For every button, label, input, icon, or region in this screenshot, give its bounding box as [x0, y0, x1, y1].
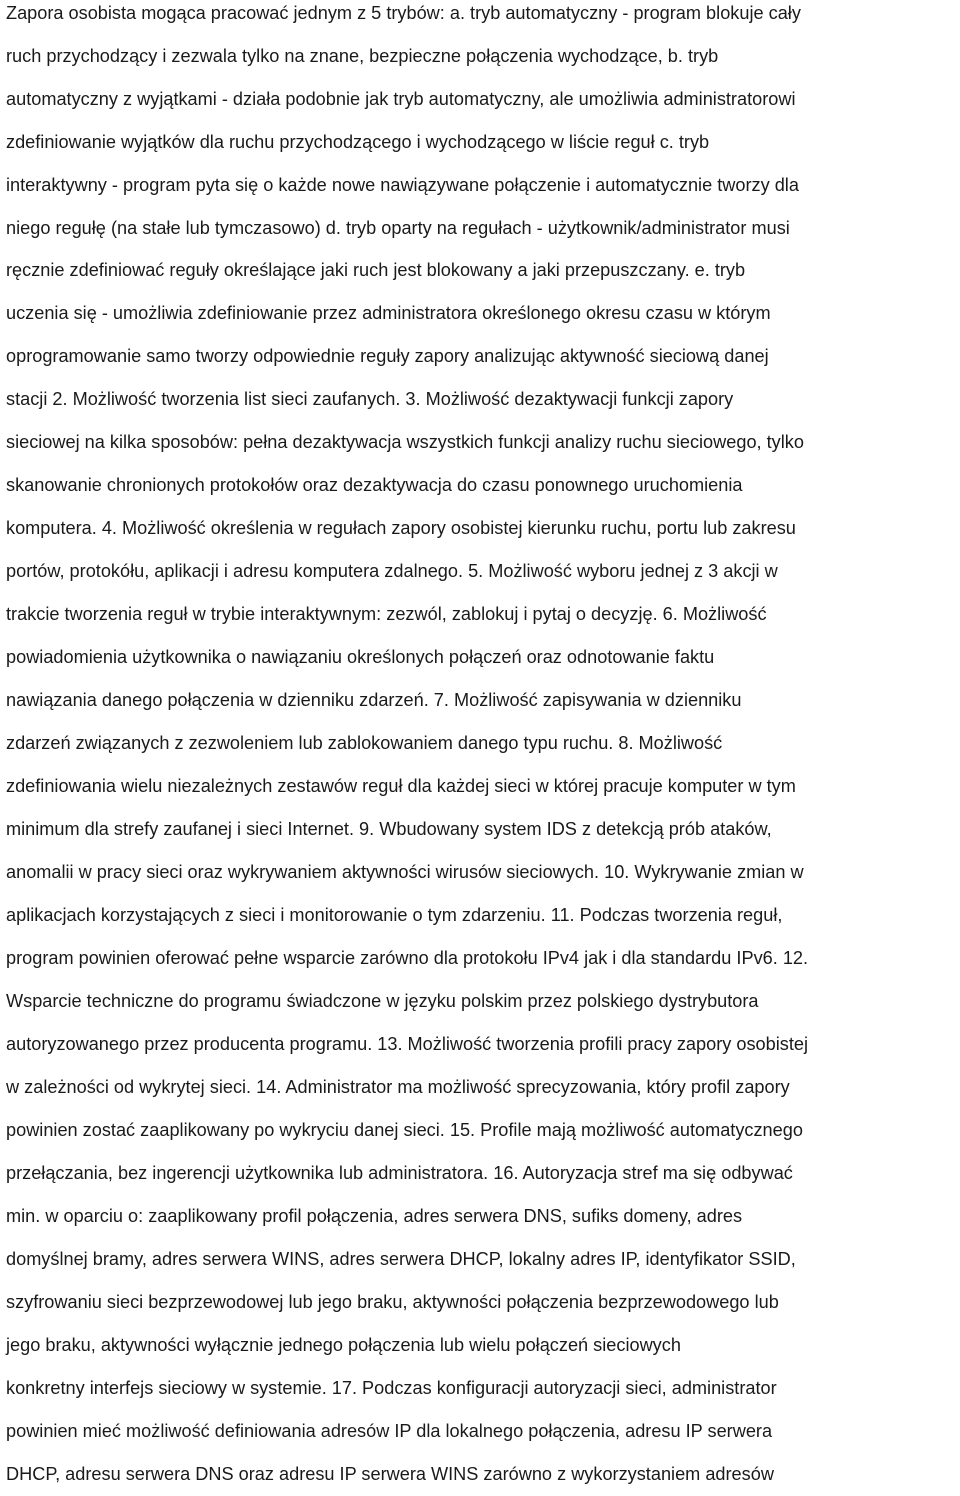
text-line: portów, protokółu, aplikacji i adresu komputera zdalnego. 5. Możliwość wyboru jednej z 3 akcji w	[6, 561, 778, 581]
text-line: domyślnej bramy, adres serwera WINS, adres serwera DHCP, lokalny adres IP, identyfikator SSID,	[6, 1249, 796, 1269]
text-line: jego braku, aktywności wyłącznie jednego połączenia lub wielu połączeń sieciowych	[6, 1335, 681, 1355]
text-line: konkretny interfejs sieciowy w systemie. 17. Podczas konfiguracji autoryzacji sieci, administrator	[6, 1378, 777, 1398]
text-line: komputera. 4. Możliwość określenia w regułach zapory osobistej kierunku ruchu, portu lub zakresu	[6, 518, 796, 538]
text-line: Zapora osobista mogąca pracować jednym z 5 trybów: a. tryb automatyczny - program blokuje cały	[6, 3, 801, 23]
text-line: minimum dla strefy zaufanej i sieci Internet. 9. Wbudowany system IDS z detekcją prób ataków,	[6, 819, 772, 839]
text-line: sieciowej na kilka sposobów: pełna dezaktywacja wszystkich funkcji analizy ruchu sieciowego, tylko	[6, 432, 804, 452]
text-line: trakcie tworzenia reguł w trybie interaktywnym: zezwól, zablokuj i pytaj o decyzję. 6. Możliwość	[6, 604, 767, 624]
text-line: powinien mieć możliwość definiowania adresów IP dla lokalnego połączenia, adresu IP serwera	[6, 1421, 773, 1441]
text-line: zdefiniowanie wyjątków dla ruchu przychodzącego i wychodzącego w liście reguł c. tryb	[6, 132, 710, 152]
text-line: ręcznie zdefiniować reguły określające jaki ruch jest blokowany a jaki przepuszczany. e. tryb	[6, 260, 746, 280]
text-line: interaktywny - program pyta się o każde nowe nawiązywane połączenie i automatycznie tworzy dla	[6, 175, 799, 195]
text-line: niego regułę (na stałe lub tymczasowo) d. tryb oparty na regułach - użytkownik/administrator musi	[6, 218, 790, 238]
text-line: autoryzowanego przez producenta programu. 13. Możliwość tworzenia profili pracy zapory osobistej	[6, 1034, 809, 1054]
text-line: nawiązania danego połączenia w dzienniku zdarzeń. 7. Możliwość zapisywania w dzienniku	[6, 690, 742, 710]
text-line: aplikacjach korzystających z sieci i monitorowanie o tym zdarzeniu. 11. Podczas tworzenia reguł,	[6, 905, 783, 925]
text-line: automatyczny z wyjątkami - działa podobnie jak tryb automatyczny, ale umożliwia administratorowi	[6, 89, 796, 109]
text-line: ruch przychodzący i zezwala tylko na znane, bezpieczne połączenia wychodzące, b. tryb	[6, 46, 719, 66]
text-line: przełączania, bez ingerencji użytkownika lub administratora. 16. Autoryzacja stref ma się odbywać	[6, 1163, 793, 1183]
text-line: powiadomienia użytkownika o nawiązaniu określonych połączeń oraz odnotowanie faktu	[6, 647, 715, 667]
text-line: skanowanie chronionych protokołów oraz dezaktywacja do czasu ponownego uruchomienia	[6, 475, 743, 495]
text-line: zdefiniowania wielu niezależnych zestawów reguł dla każdej sieci w której pracuje komputer w tym	[6, 776, 796, 796]
text-line: uczenia się - umożliwia zdefiniowanie przez administratora określonego okresu czasu w którym	[6, 303, 771, 323]
text-line: program powinien oferować pełne wsparcie zarówno dla protokołu IPv4 jak i dla standardu IPv6. 12.	[6, 948, 809, 968]
text-line: min. w oparciu o: zaaplikowany profil połączenia, adres serwera DNS, sufiks domeny, adres	[6, 1206, 743, 1226]
text-line: powinien zostać zaaplikowany po wykryciu danej sieci. 15. Profile mają możliwość automatycznego	[6, 1120, 803, 1140]
text-line: w zależności od wykrytej sieci. 14. Administrator ma możliwość sprecyzowania, który profil zapory	[6, 1077, 790, 1097]
text-line: szyfrowaniu sieci bezprzewodowej lub jego braku, aktywności połączenia bezprzewodowego lub	[6, 1292, 779, 1312]
text-line: oprogramowanie samo tworzy odpowiednie reguły zapory analizując aktywność sieciową danej	[6, 346, 769, 366]
text-line: zdarzeń związanych z zezwoleniem lub zablokowaniem danego typu ruchu. 8. Możliwość	[6, 733, 723, 753]
text-line: Wsparcie techniczne do programu świadczone w języku polskim przez polskiego dystrybutora	[6, 991, 759, 1011]
text-line: DHCP, adresu serwera DNS oraz adresu IP serwera WINS zarówno z wykorzystaniem adresów	[6, 1464, 774, 1484]
text-line: anomalii w pracy sieci oraz wykrywaniem aktywności wirusów sieciowych. 10. Wykrywanie zmian w	[6, 862, 804, 882]
text-line: stacji 2. Możliwość tworzenia list sieci zaufanych. 3. Możliwość dezaktywacji funkcji zapory	[6, 389, 734, 409]
